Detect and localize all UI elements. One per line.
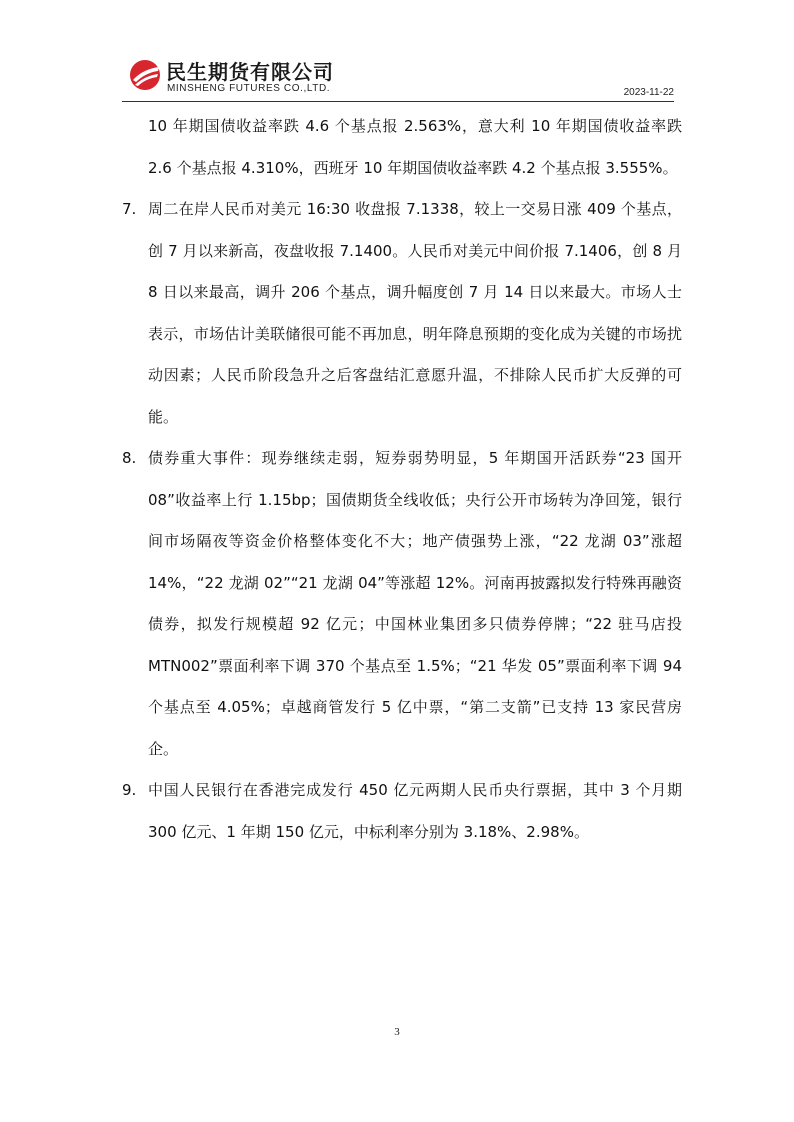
page-header — [122, 52, 674, 102]
list-item-text: 中国人民银行在香港完成发行 450 亿元两期人民币央行票据，其中 3 个月期 300 亿元、1 年期 150 亿元，中标利率分别为 3.18%、2.98%。 — [148, 781, 682, 841]
list-item-text: 债券重大事件：现券继续走弱，短券弱势明显，5 年期国开活跃券“23 国开 08”收益率上行 1.15bp；国债期货全线收低；央行公开市场转为净回笼，银行间市场隔夜等资金价格整体变化不大；地产债强势上涨，“22 龙湖 03”涨超 14%，“22 龙湖 02”“21 龙湖 04”等涨超 12%。河南再披露拟发行特殊再融资债券，拟发行规模超 92 亿元；中国林业集团多只债券停牌；“22 驻马店投 MTN002”票面利率下调 370 个基点至 1.5%；“21 华发 05”票面利率下调 94 个基点至 4.05%；卓越商管发行 5 亿中票，“第二支箭”已支持 13 家民营房企。 — [148, 449, 682, 758]
minsheng-logo-icon — [128, 58, 162, 92]
company-name-en: MINSHENG FUTURES CO.,LTD. — [167, 83, 331, 94]
company-name-cn: 民生期货有限公司 — [166, 60, 334, 84]
continuation-paragraph — [122, 106, 682, 189]
list-item-number: 8. — [122, 449, 137, 467]
list-item-number: 9. — [122, 781, 137, 799]
page-number: 3 — [394, 1026, 400, 1038]
list-item-text: 周二在岸人民币对美元 16:30 收盘报 7.1338，较上一交易日涨 409 个基点，创 7 月以来新高，夜盘收报 7.1400。人民币对美元中间价报 7.1406，创 8 月 8 日以来最高，调升 206 个基点，调升幅度创 7 月 14 日以来最大。市场人士表示，市场估计美联储很可能不再加息，明年降息预期的变化成为关键的市场扰动因素；人民币阶段急升之后客盘结汇意愿升温，不排除人民币扩大反弹的可能。 — [148, 200, 682, 426]
paragraph-text: 10 年期国债收益率跌 4.6 个基点报 2.563%，意大利 10 年期国债收益率跌 2.6 个基点报 4.310%，西班牙 10 年期国债收益率跌 4.2 个基点报 3.555%。 — [148, 117, 682, 177]
list-item — [122, 189, 682, 438]
document-body — [122, 106, 682, 853]
header-divider — [122, 101, 674, 102]
report-date: 2023-11-22 — [623, 87, 674, 98]
list-item-number: 7. — [122, 200, 137, 218]
list-item — [122, 770, 682, 853]
list-item — [122, 438, 682, 770]
